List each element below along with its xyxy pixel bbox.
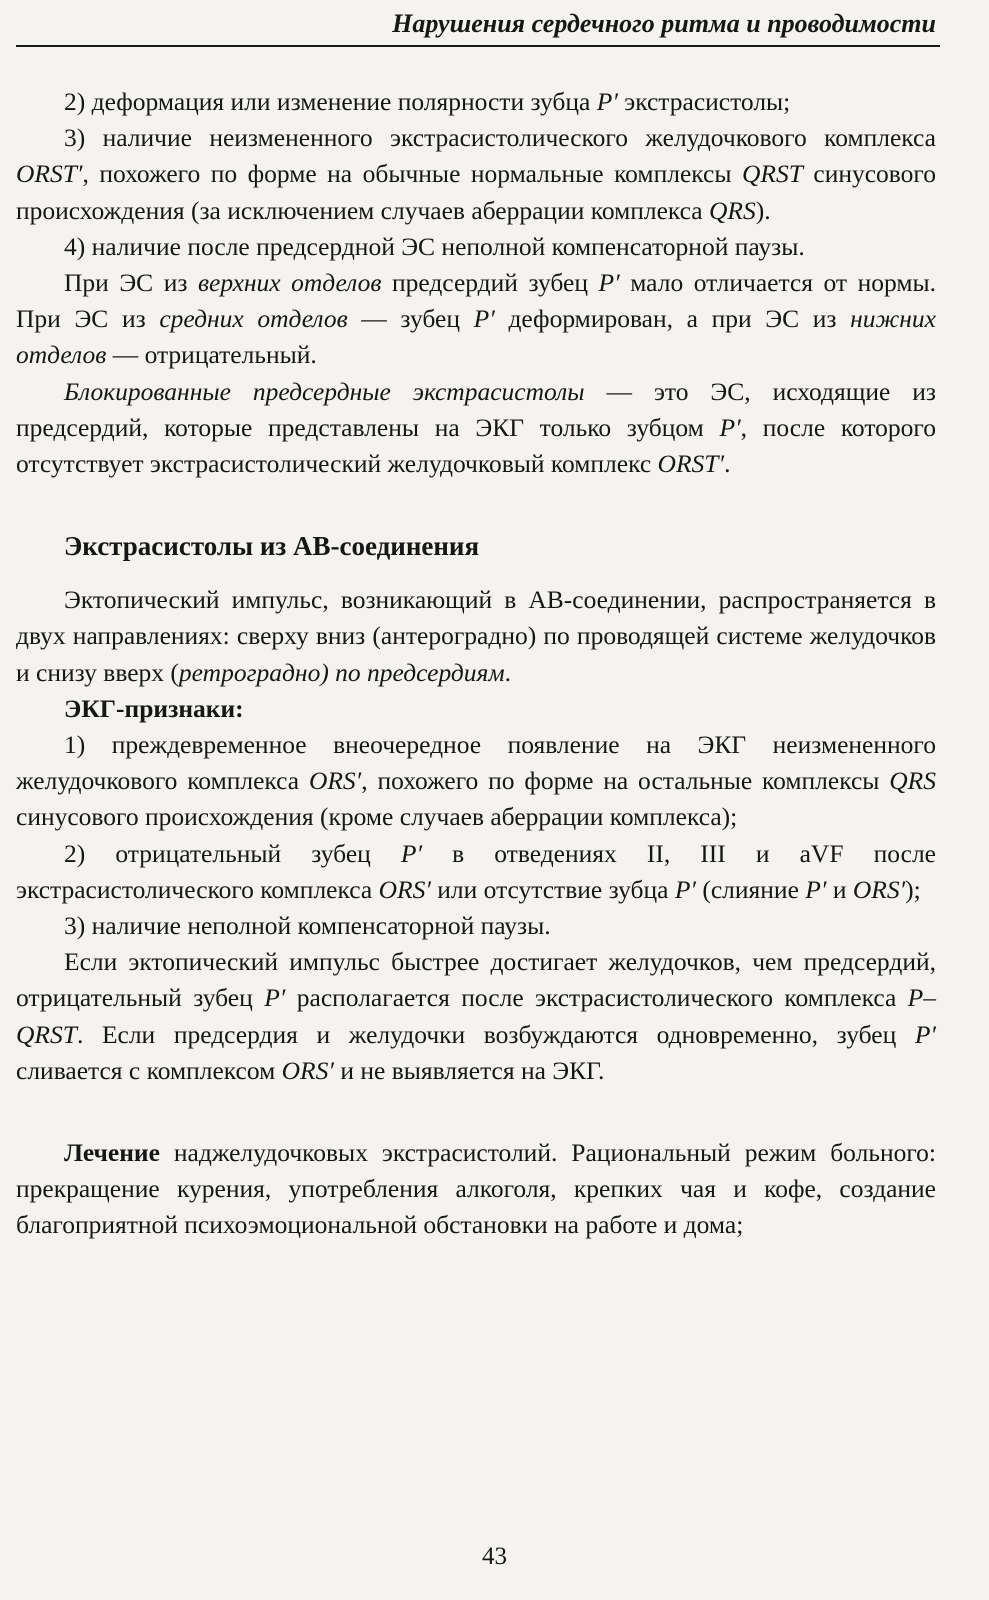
running-head: Нарушения сердечного ритма и проводимости	[392, 9, 936, 38]
text-run: наджелудочковых экстрасистолий. Рациональный режим больного: прекращение курения, употребления алкоголя, крепких чая и кофе, создание благоприятной психоэмоциональной обстановки на работе и дома;	[16, 1138, 936, 1240]
text-run: , похожего по форме на остальные комплексы	[361, 766, 890, 796]
text-run: 3) наличие неполной компенсаторной паузы.	[64, 911, 551, 941]
text-run: и не выявляется на ЭКГ.	[333, 1055, 605, 1085]
text-run: располагается после экстрасистолического комплекса	[285, 983, 908, 1013]
text-run: — это ЭС, исходящие из предсердий, которые представлены на ЭКГ только зубцом	[16, 376, 936, 442]
italic-run: ORS′	[378, 874, 431, 904]
text-run: — отрицательный.	[106, 340, 317, 370]
italic-run: P′	[400, 838, 423, 868]
text-run: мало отличается от нормы. При ЭС из	[16, 268, 936, 334]
italic-run: P′	[598, 268, 620, 298]
text-run: 2) деформация или изменение полярности зубца	[64, 87, 597, 116]
text-run: (слияние	[696, 874, 806, 904]
ecg-sign-2	[16, 836, 936, 908]
section-heading: Экстрасистолы из АВ-соединения	[64, 531, 480, 562]
italic-run: P′	[264, 983, 286, 1013]
text-run: .	[724, 449, 731, 479]
text-run: .	[504, 657, 512, 687]
text-run: и	[826, 874, 853, 904]
text-run: );	[905, 874, 921, 904]
italic-run: QRS	[709, 195, 756, 225]
text-run: , после которого отсутствует экстрасистолический желудочковый комплекс	[16, 412, 936, 479]
italic-run: средних отделов	[159, 304, 348, 334]
text-run: предсердий зубец	[381, 268, 599, 298]
text-run: , похожего по форме на обычные нормальные комплексы	[82, 159, 742, 189]
italic-run: P′	[674, 874, 696, 904]
italic-run: P′	[473, 304, 495, 334]
list-item-4	[16, 229, 936, 265]
text-run: ).	[755, 195, 771, 225]
italic-run: ORST′	[657, 449, 725, 479]
italic-run: ORST′	[16, 159, 83, 189]
italic-run: ORS′	[308, 766, 362, 796]
italic-run: верхних отделов	[197, 268, 382, 298]
text-run: сливается с комплексом	[16, 1055, 282, 1085]
italic-run: P′	[805, 874, 827, 904]
paragraph-blocked-extrasystoles	[16, 374, 936, 483]
paragraph-p-wave-location	[16, 265, 936, 374]
italic-run: P′	[596, 87, 618, 116]
text-run: Если эктопический импульс быстрее достигает желудочков, чем предсердий, отрицательный зубец	[16, 947, 936, 1013]
italic-run: QRST	[741, 159, 803, 189]
bold-run: Лечение	[64, 1138, 160, 1168]
text-run: деформирован, а при ЭС из	[494, 304, 851, 334]
paragraph-ectopic-impulse	[16, 582, 936, 691]
text-run: Эктопический импульс, возникающий в АВ-соединении, распространяется в двух направлениях: сверху вниз (антероградно) по проводящей системе желудочков и снизу вверх (	[16, 585, 936, 687]
page-body	[16, 84, 936, 1244]
paragraph-simultaneous-excitation	[16, 944, 936, 1089]
ecg-sign-3	[16, 908, 936, 944]
italic-run: P′	[914, 1019, 936, 1049]
italic-run: QRS	[889, 766, 936, 796]
list-item-2	[16, 84, 936, 120]
text-run: 3) наличие неизмененного экстрасистолического желудочкового комплекса	[64, 123, 936, 153]
text-run: 2) отрицательный зубец	[64, 838, 401, 868]
page-number: 43	[482, 1543, 507, 1570]
italic-run: ORS′	[281, 1055, 334, 1085]
text-run: При ЭС из	[64, 268, 198, 298]
italic-run: нижних отделов	[16, 304, 936, 370]
text-run: экстрасистолы;	[617, 87, 791, 116]
text-run: 1) преждевременное внеочередное появление на ЭКГ неизмененного желудочкового комплекса	[16, 730, 936, 796]
text-run: или отсутствие зубца	[430, 874, 675, 904]
italic-run: P–QRST	[16, 983, 936, 1049]
list-item-3	[16, 120, 936, 229]
ecg-sign-1	[16, 727, 936, 836]
text-run: синусового происхождения (кроме случаев аберрации комплекса);	[16, 802, 738, 832]
text-run: 4) наличие после предсердной ЭС неполной компенсаторной паузы.	[64, 231, 805, 261]
text-run: . Если предсердия и желудочки возбуждаются одновременно, зубец	[76, 1019, 915, 1049]
ecg-signs-label: ЭКГ-признаки:	[64, 693, 244, 723]
italic-run: Блокированные предсердные экстрасистолы	[64, 376, 585, 406]
header-rule	[16, 45, 940, 47]
italic-run: ORS′	[852, 874, 906, 904]
text-run: — зубец	[347, 304, 474, 334]
italic-run: P′	[719, 412, 741, 442]
text-run: синусового происхождения (за исключением случаев аберрации комплекса	[16, 159, 936, 225]
text-run: в отведениях II, III и aVF после экстрасистолического комплекса	[16, 838, 937, 904]
italic-run: ретроградно) по предсердиям	[178, 657, 505, 687]
paragraph-treatment	[16, 1135, 936, 1244]
